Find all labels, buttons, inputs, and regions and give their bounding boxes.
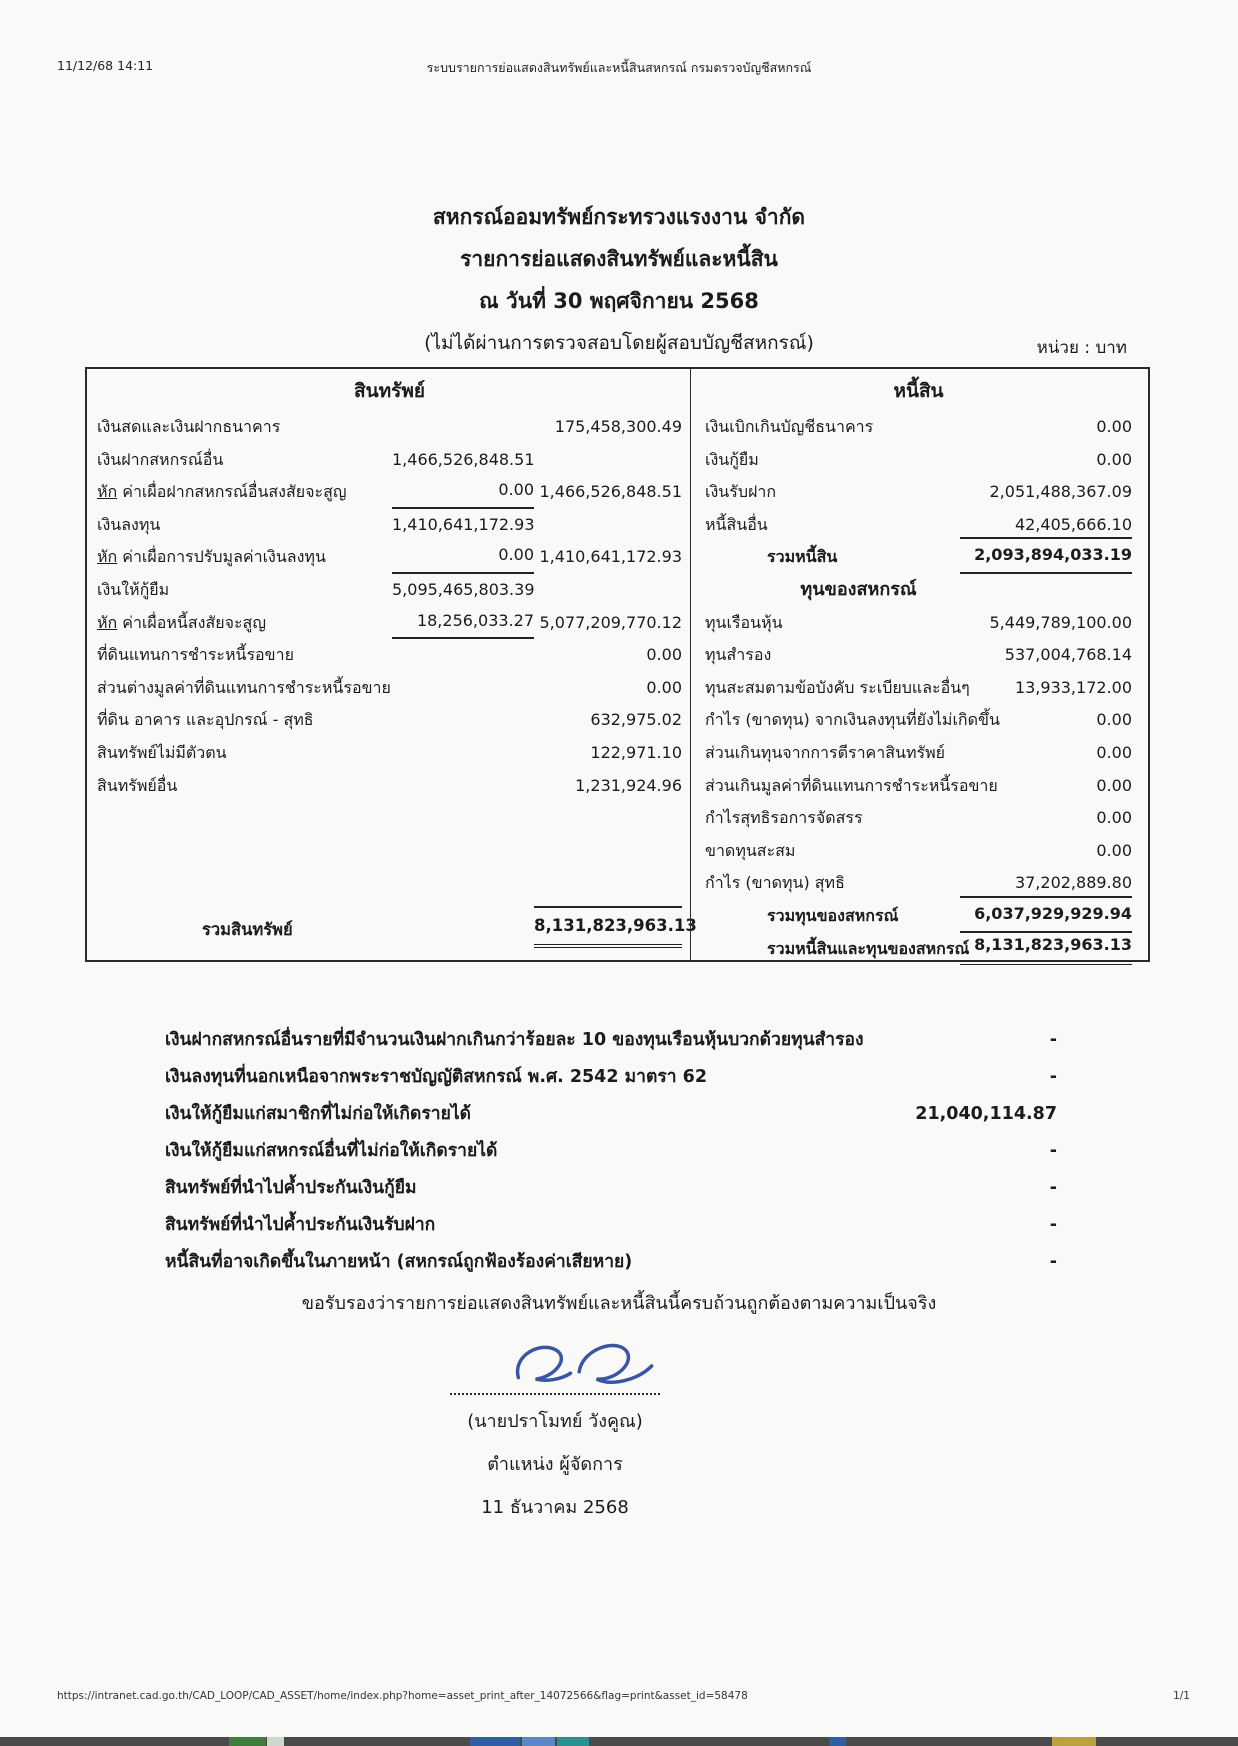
row-amount: 37,202,889.80 <box>1014 873 1132 893</box>
row-label: เงินฝากสหกรณ์อื่น <box>97 449 224 469</box>
row-label: เงินเบิกเกินบัญชีธนาคาร <box>705 417 874 436</box>
table-row <box>97 737 682 770</box>
row-label: ส่วนเกินมูลค่าที่ดินแทนการชำระหนี้รอขาย <box>705 775 998 795</box>
assets-header: สินทรัพย์ <box>354 380 425 402</box>
table-row <box>97 444 682 477</box>
unaudited-note: (ไม่ได้ผ่านการตรวจสอบโดยผู้สอบบัญชีสหกรณ์) <box>424 332 814 354</box>
row-subamount: 0.00 <box>392 474 534 509</box>
print-system-title: ระบบรายการย่อแสดงสินทรัพย์และหนี้สินสหกรณ์ กรมตรวจบัญชีสหกรณ์ <box>426 60 812 75</box>
row-amount: 1,410,641,172.93 <box>539 547 682 567</box>
deduction-prefix: หัก <box>97 612 118 632</box>
row-amount: 0.00 <box>1096 449 1132 469</box>
taskbar-strip <box>0 1737 1238 1746</box>
table-row <box>97 639 682 672</box>
row-amount: 42,405,666.10 <box>1014 514 1132 534</box>
table-row <box>705 444 1132 477</box>
row-label: ส่วนต่างมูลค่าที่ดินแทนการชำระหนี้รอขาย <box>97 677 391 697</box>
table-row <box>705 639 1132 672</box>
row-amount: 13,933,172.00 <box>1014 677 1132 697</box>
report-date: ณ วันที่ 30 พฤศจิกายน 2568 <box>479 289 759 313</box>
row-amount: 0.00 <box>646 677 682 697</box>
taskbar-color-segment <box>557 1737 589 1746</box>
row-label: ขาดทุนสะสม <box>705 840 796 860</box>
assets-total-row <box>97 912 697 948</box>
assets-total-value: 8,131,823,963.13 <box>534 906 682 948</box>
row-amount: 0.00 <box>1096 808 1132 828</box>
signature-date: 11 ธันวาคม 2568 <box>481 1497 629 1518</box>
taskbar-color-segment <box>522 1737 554 1746</box>
row-subamount: 0.00 <box>392 539 534 574</box>
row-label: หัก ค่าเผื่อฝากสหกรณ์อื่นสงสัยจะสูญ <box>97 482 347 502</box>
taskbar-color-segment <box>1052 1737 1095 1746</box>
signature-area <box>0 1335 1110 1397</box>
row-label: ที่ดิน อาคาร และอุปกรณ์ - สุทธิ <box>97 710 314 730</box>
deduction-prefix: หัก <box>97 482 118 502</box>
row-label: หัก ค่าเผื่อหนี้สงสัยจะสูญ <box>97 612 266 632</box>
note-value: - <box>1049 1178 1057 1198</box>
table-row <box>97 607 682 640</box>
balance-table <box>85 367 1150 962</box>
print-datetime: 11/12/68 14:11 <box>57 58 154 73</box>
row-amount: 632,975.02 <box>590 710 682 730</box>
row-amount: 5,449,789,100.00 <box>989 612 1132 632</box>
row-amount: 2,093,894,033.19 <box>960 537 1132 574</box>
table-row <box>705 802 1132 835</box>
note-label: สินทรัพย์ที่นำไปค้ำประกันเงินกู้ยืม <box>165 1178 417 1198</box>
row-amount: 2,051,488,367.09 <box>989 482 1132 502</box>
row-subamount: 18,256,033.27 <box>392 605 534 640</box>
report-name: รายการย่อแสดงสินทรัพย์และหนี้สิน <box>460 247 778 271</box>
row-label: หนี้สินอื่น <box>705 514 768 534</box>
row-label: รวมหนี้สินและทุนของสหกรณ์ <box>767 938 970 958</box>
table-row <box>97 509 682 542</box>
table-row <box>705 737 1132 770</box>
taskbar-color-segment <box>229 1737 266 1746</box>
table-row <box>705 704 1132 737</box>
note-value: - <box>1049 1141 1057 1161</box>
row-label: กำไรสุทธิรอการจัดสรร <box>705 808 863 828</box>
table-row <box>705 835 1132 868</box>
table-row <box>705 672 1132 705</box>
note-label: หนี้สินที่อาจเกิดขึ้นในภายหน้า (สหกรณ์ถูกฟ้องร้องค่าเสียหาย) <box>165 1252 633 1272</box>
row-subamount: 1,410,641,172.93 <box>392 514 535 534</box>
taskbar-color-segment <box>470 1737 520 1746</box>
table-row <box>705 933 1132 966</box>
taskbar-color-segment <box>267 1737 283 1746</box>
section-title: ทุนของสหกรณ์ <box>800 578 917 600</box>
footer-url: https://intranet.cad.go.th/CAD_LOOP/CAD_ASSET/home/index.php?home=asset_print_after_14072566&flag=print&asset_id=58478 <box>57 1690 748 1702</box>
row-amount: 0.00 <box>1096 742 1132 762</box>
section-header <box>705 574 1132 607</box>
note-label: เงินให้กู้ยืมแก่สมาชิกที่ไม่ก่อให้เกิดรายได้ <box>165 1104 471 1124</box>
signer-position: ตำแหน่ง ผู้จัดการ <box>487 1454 623 1475</box>
note-row <box>165 1096 1057 1133</box>
table-row <box>705 770 1132 803</box>
row-amount: 175,458,300.49 <box>554 417 682 436</box>
note-label: เงินลงทุนที่นอกเหนือจากพระราชบัญญัติสหกรณ์ พ.ศ. 2542 มาตรา 62 <box>165 1067 708 1087</box>
row-label: เงินกู้ยืม <box>705 449 759 469</box>
signature-ink <box>495 1337 675 1395</box>
row-label: ทุนสำรอง <box>705 645 772 665</box>
note-label: เงินฝากสหกรณ์อื่นรายที่มีจำนวนเงินฝากเกินกว่าร้อยละ 10 ของทุนเรือนหุ้นบวกด้วยทุนสำรอง <box>165 1030 864 1050</box>
row-amount: 0.00 <box>1096 710 1132 730</box>
table-row <box>705 607 1132 640</box>
row-label: ทุนเรือนหุ้น <box>705 612 783 632</box>
row-label: ทุนสะสมตามข้อบังคับ ระเบียบและอื่นๆ <box>705 677 970 697</box>
assets-rows <box>97 411 682 802</box>
row-label: หัก ค่าเผื่อการปรับมูลค่าเงินลงทุน <box>97 547 326 567</box>
deduction-prefix: หัก <box>97 547 118 567</box>
table-row <box>97 411 682 444</box>
row-amount: 8,131,823,963.13 <box>960 929 1132 966</box>
note-label: สินทรัพย์ที่นำไปค้ำประกันเงินรับฝาก <box>165 1215 436 1235</box>
certification-text: ขอรับรองว่ารายการย่อแสดงสินทรัพย์และหนี้สินนี้ครบถ้วนถูกต้องตามความเป็นจริง <box>301 1293 937 1314</box>
signer-name: (นายปราโมทย์ วังคูณ) <box>467 1411 643 1432</box>
page-number: 1/1 <box>1173 1690 1190 1702</box>
notes-section <box>165 1022 1057 1281</box>
note-value: 21,040,114.87 <box>915 1104 1057 1124</box>
unit-label: หน่วย : บาท <box>1036 338 1127 358</box>
row-amount: 0.00 <box>1096 417 1132 436</box>
assets-column <box>87 369 697 960</box>
row-label: สินทรัพย์อื่น <box>97 775 178 795</box>
liabilities-rows <box>705 411 1132 965</box>
note-value: - <box>1049 1030 1057 1050</box>
row-amount: 0.00 <box>646 645 682 665</box>
row-label: เงินสดและเงินฝากธนาคาร <box>97 417 281 436</box>
table-row <box>97 476 682 509</box>
note-value: - <box>1049 1067 1057 1087</box>
note-row <box>165 1133 1057 1170</box>
table-row <box>97 672 682 705</box>
table-row <box>705 476 1132 509</box>
print-footer <box>0 1690 1238 1708</box>
row-amount: 0.00 <box>1096 775 1132 795</box>
liabilities-column <box>690 369 1148 960</box>
signature-block <box>0 1335 1110 1526</box>
row-label: เงินลงทุน <box>97 514 161 534</box>
note-row <box>165 1170 1057 1207</box>
row-amount: 1,466,526,848.51 <box>539 482 682 502</box>
note-value: - <box>1049 1215 1057 1235</box>
table-row <box>705 411 1132 444</box>
note-row <box>165 1244 1057 1281</box>
row-label: เงินให้กู้ยืม <box>97 579 170 599</box>
table-row <box>97 574 682 607</box>
row-label: เงินรับฝาก <box>705 482 777 502</box>
table-row <box>705 541 1132 574</box>
row-subamount: 1,466,526,848.51 <box>392 449 535 469</box>
row-subamount: 5,095,465,803.39 <box>392 579 535 599</box>
assets-total-label: รวมสินทรัพย์ <box>202 920 293 939</box>
row-amount: 6,037,929,929.94 <box>960 896 1132 933</box>
note-label: เงินให้กู้ยืมแก่สหกรณ์อื่นที่ไม่ก่อให้เกิดรายได้ <box>165 1141 498 1161</box>
print-header <box>0 58 1238 80</box>
note-row <box>165 1022 1057 1059</box>
row-label: รวมหนี้สิน <box>767 547 838 567</box>
note-value: - <box>1049 1252 1057 1272</box>
liabilities-header: หนี้สิน <box>893 380 944 402</box>
row-label: สินทรัพย์ไม่มีตัวตน <box>97 742 227 762</box>
row-amount: 122,971.10 <box>590 742 682 762</box>
row-label: รวมทุนของสหกรณ์ <box>767 905 899 925</box>
table-row <box>97 704 682 737</box>
taskbar-color-segment <box>829 1737 845 1746</box>
row-amount: 537,004,768.14 <box>1004 645 1132 665</box>
note-row <box>165 1207 1057 1244</box>
row-amount: 1,231,924.96 <box>575 775 682 795</box>
table-row <box>97 770 682 803</box>
note-row <box>165 1059 1057 1096</box>
table-row <box>97 541 682 574</box>
org-name: สหกรณ์ออมทรัพย์กระทรวงแรงงาน จำกัด <box>432 205 806 229</box>
row-label: กำไร (ขาดทุน) จากเงินลงทุนที่ยังไม่เกิดขึ้น <box>705 710 1000 730</box>
row-label: กำไร (ขาดทุน) สุทธิ <box>705 873 845 893</box>
row-amount: 5,077,209,770.12 <box>539 612 682 632</box>
row-amount: 0.00 <box>1096 840 1132 860</box>
row-label: ที่ดินแทนการชำระหนี้รอขาย <box>97 645 294 665</box>
row-label: ส่วนเกินทุนจากการตีราคาสินทรัพย์ <box>705 742 945 762</box>
